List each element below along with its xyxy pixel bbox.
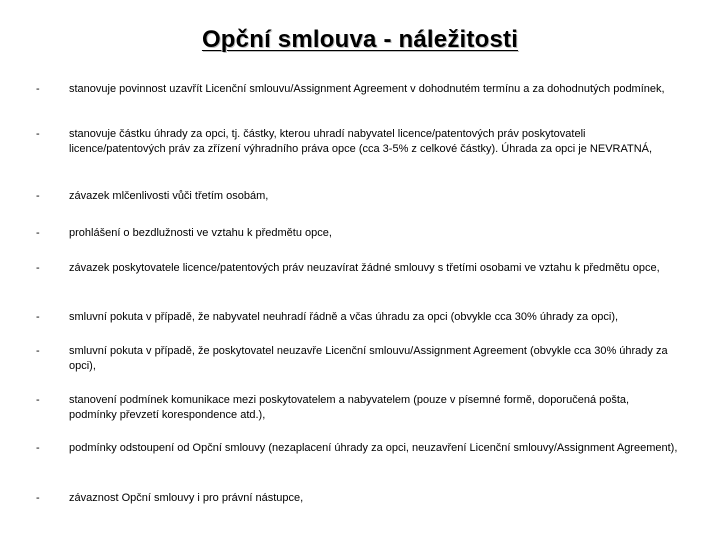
list-item-text: prohlášení o bezdlužnosti ve vztahu k předmětu opce, [69, 227, 332, 239]
list-item-text: závaznost Opční smlouvy i pro právní nástupce, [69, 492, 304, 504]
bullet-dash: - [36, 394, 40, 406]
bullet-dash: - [36, 128, 40, 140]
bullet-dash: - [36, 227, 40, 239]
bullet-dash: - [36, 311, 40, 323]
list-item-text: podmínky odstoupení od Opční smlouvy (nezaplacení úhrady za opci, neuzavření Licenční smlouvy/Assignment Agreement), [69, 442, 678, 454]
list-item-text: stanovuje povinnost uzavřít Licenční smlouvu/Assignment Agreement v dohodnutém termínu a za dohodnutých podmínek, [69, 83, 665, 95]
list-item-text: smluvní pokuta v případě, že poskytovatel neuzavře Licenční smlouvu/Assignment Agreement (obvykle cca 30% úhrady za opci), [69, 345, 668, 372]
slide-title: Opční smlouva - náležitosti [201, 26, 519, 53]
list-item-text: závazek mlčenlivosti vůči třetím osobám, [69, 190, 269, 202]
bullet-dash: - [36, 83, 40, 95]
list-item-text: stanovení podmínek komunikace mezi poskytovatelem a nabyvatelem (pouze v písemné formě, doporučená pošta, podmínky převzetí korespondence atd.), [69, 394, 630, 421]
bullet-dash: - [36, 190, 40, 202]
bullet-dash: - [36, 345, 40, 357]
list-item-text: smluvní pokuta v případě, že nabyvatel neuhradí řádně a včas úhradu za opci (obvykle cca 30% úhrady za opci), [69, 311, 619, 323]
list-item-text: stanovuje částku úhrady za opci, tj. částky, kterou uhradí nabyvatel licence/patentových práv poskytovateli licence/patentových práv za zřízení výhradního práva opce (cca 3-5% z celkové částky). Úhrada za opci je NEVRATNÁ, [69, 128, 653, 155]
list-item-text: závazek poskytovatele licence/patentových práv neuzavírat žádné smlouvy s třetími osobami ve vztahu k předmětu opce, [69, 262, 660, 274]
bullet-dash: - [36, 262, 40, 274]
bullet-dash: - [36, 492, 40, 504]
bullet-dash: - [36, 442, 40, 454]
